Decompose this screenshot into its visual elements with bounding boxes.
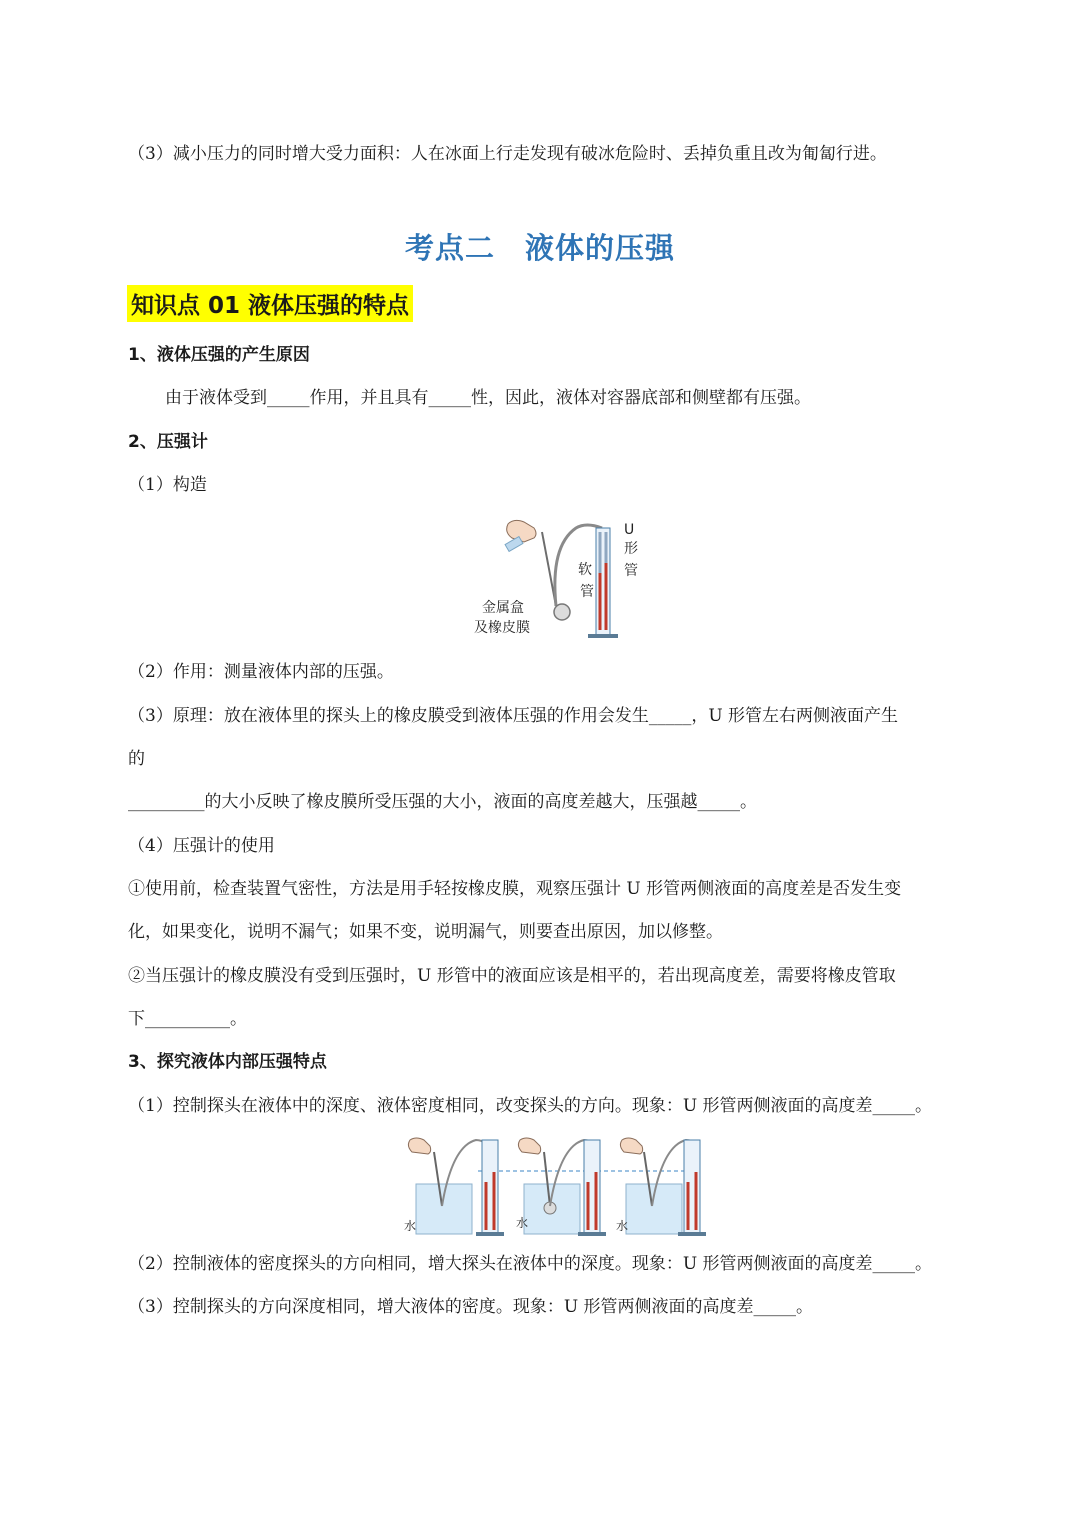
experiment-figure (398, 1132, 718, 1240)
s2-use2-line1: ②当压强计的橡皮膜没有受到压强时，U 形管中的液面应该是相平的，若出现高度差，需要将橡皮管取 (128, 966, 896, 986)
label-box-1: 金属盒 (482, 600, 524, 616)
label-box-2: 及橡皮膜 (474, 620, 530, 636)
beaker-set-3 (616, 1138, 706, 1236)
s2-sub3-line3: _________的大小反映了橡皮膜所受压强的大小，液面的高度差越大，压强越_____。 (128, 792, 757, 812)
beaker-set-2 (516, 1138, 606, 1236)
s1-body: 由于液体受到_____作用，并且具有_____性，因此，液体对容器底部和侧壁都有压强。 (165, 388, 811, 408)
s2-heading: 2、压强计 (128, 432, 208, 452)
section-title-part1: 考点二 (404, 231, 495, 265)
s2-use2-line2: 下__________。 (128, 1009, 247, 1029)
s3-heading: 3、探究液体内部压强特点 (128, 1052, 327, 1072)
s1-heading: 1、液体压强的产生原因 (128, 345, 310, 365)
top-item: （3）减小压力的同时增大受力面积：人在冰面上行走发现有破冰危险时、丢掉负重且改为匍匐行进。 (128, 144, 887, 164)
section-title-part2: 液体的压强 (525, 231, 676, 265)
label-u-3: 管 (624, 563, 638, 579)
s2-sub3-line1: （3）原理：放在液体里的探头上的橡皮膜受到液体压强的作用会发生_____，U 形管左右两侧液面产生 (128, 706, 899, 726)
s2-sub2: （2）作用：测量液体内部的压强。 (128, 662, 394, 682)
beaker-set-1 (404, 1138, 504, 1236)
label-hose-1: 软 (578, 562, 592, 578)
s2-sub4: （4）压强计的使用 (128, 836, 275, 856)
water-label-2: 水 (516, 1216, 529, 1230)
s2-use1-line2: 化，如果变化，说明不漏气；如果不变，说明漏气，则要查出原因，加以修整。 (128, 922, 723, 942)
s2-use1-line1: ①使用前，检查装置气密性，方法是用手轻按橡皮膜，观察压强计 U 形管两侧液面的高度差是否发生变 (128, 879, 902, 899)
label-u-1: U (624, 522, 635, 538)
s3-item1: （1）控制探头在液体中的深度、液体密度相同，改变探头的方向。现象：U 形管两侧液面的高度差_____。 (128, 1096, 933, 1116)
water-label-3: 水 (616, 1219, 629, 1233)
s2-sub3-line2: 的 (128, 749, 145, 769)
label-hose-2: 管 (580, 584, 594, 600)
pressure-gauge-figure (470, 518, 660, 643)
s2-sub1: （1）构造 (128, 475, 207, 495)
metal-box-icon (554, 604, 570, 620)
water-label-1: 水 (404, 1219, 417, 1233)
label-u-2: 形 (624, 541, 638, 557)
section-title (0, 226, 1080, 267)
hand-icon (507, 520, 536, 542)
s3-item3: （3）控制探头的方向深度相同，增大液体的密度。现象：U 形管两侧液面的高度差_____。 (128, 1297, 814, 1317)
s3-item2: （2）控制液体的密度探头的方向相同，增大探头在液体中的深度。现象：U 形管两侧液面的高度差_____。 (128, 1254, 933, 1274)
knowledge-point-heading: 知识点 01 液体压强的特点 (127, 285, 413, 322)
